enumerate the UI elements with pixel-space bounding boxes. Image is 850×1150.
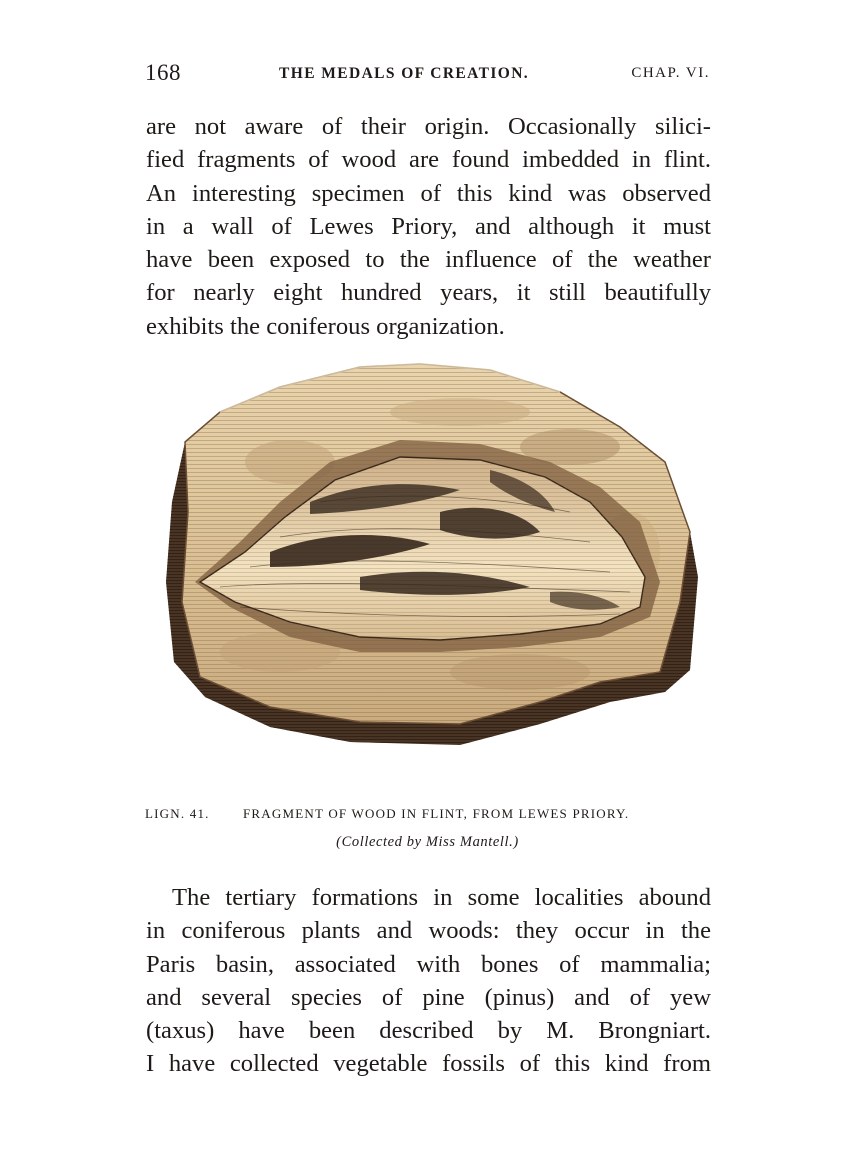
figure-credit: (Collected by Miss Mantell.) (336, 834, 519, 850)
figure-caption (145, 806, 710, 830)
paragraph-bottom (146, 881, 711, 1081)
figure-label: LIGN. 41. (145, 806, 210, 821)
text-line: exhibits the coniferous organization. (146, 312, 505, 340)
text-line: in a wall of Lewes Priory, and although it must (146, 212, 711, 240)
text-line: and several species of pine (pinus) and of yew (146, 983, 711, 1011)
text-line: I have collected vegetable fossils of this kind from (146, 1050, 711, 1078)
paragraph-top (146, 110, 711, 343)
text-line: are not aware of their origin. Occasionally silici- (146, 113, 711, 140)
chapter-reference: CHAP. VI. (631, 65, 710, 81)
text-line: fied fragments of wood are found imbedded in flint. (146, 146, 711, 174)
running-title: THE MEDALS OF CREATION. (279, 65, 530, 82)
text-line: An interesting specimen of this kind was observed (146, 179, 711, 207)
fossil-wood-engraving (160, 352, 705, 772)
fossil-illustration (160, 352, 705, 772)
text-line: The tertiary formations in some localities abound (172, 884, 711, 911)
page-number: 168 (145, 60, 181, 85)
figure-title: FRAGMENT OF WOOD IN FLINT, FROM LEWES PRIORY. (243, 806, 630, 821)
text-line: have been exposed to the influence of the weather (146, 246, 711, 274)
text-line: Paris basin, associated with bones of mammalia; (146, 950, 711, 978)
text-line: (taxus) have been described by M. Brongniart. (146, 1017, 711, 1045)
text-line: in coniferous plants and woods: they occur in the (146, 917, 711, 945)
text-line: for nearly eight hundred years, it still beautifully (146, 279, 711, 307)
running-head (145, 60, 710, 90)
